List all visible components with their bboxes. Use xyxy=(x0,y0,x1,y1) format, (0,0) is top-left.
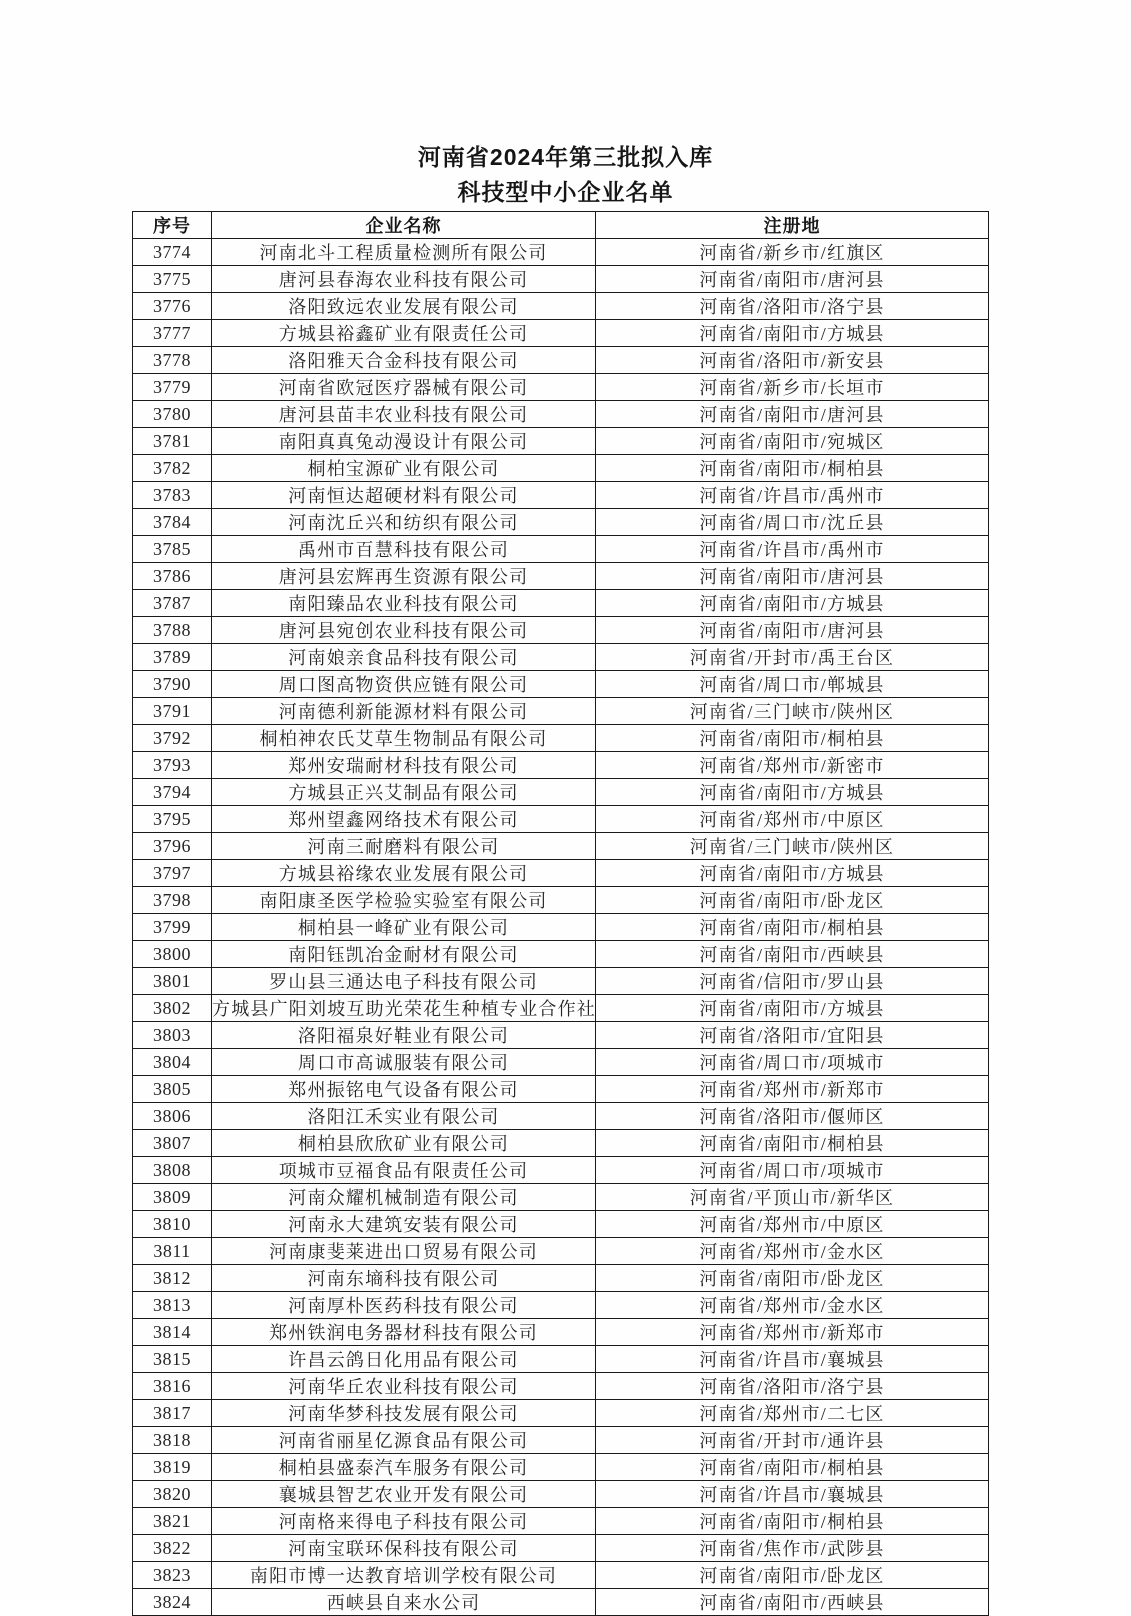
row-number-cell: 3814 xyxy=(133,1319,212,1346)
page-title-line2: 科技型中小企业名单 xyxy=(457,179,674,205)
table-row xyxy=(133,1508,989,1535)
row-number-cell: 3790 xyxy=(133,671,212,698)
row-number-cell: 3776 xyxy=(133,293,212,320)
table-row xyxy=(133,428,989,455)
table-row xyxy=(133,1373,989,1400)
table-row xyxy=(133,1319,989,1346)
registration-cell: 河南省/新乡市/长垣市 xyxy=(596,374,989,401)
company-name-cell: 桐柏县欣欣矿业有限公司 xyxy=(212,1130,596,1157)
row-number-cell: 3792 xyxy=(133,725,212,752)
row-number-cell: 3818 xyxy=(133,1427,212,1454)
table-row xyxy=(133,536,989,563)
table-row xyxy=(133,374,989,401)
row-number-cell: 3791 xyxy=(133,698,212,725)
company-name-cell: 河南省丽星亿源食品有限公司 xyxy=(212,1427,596,1454)
registration-cell: 河南省/南阳市/卧龙区 xyxy=(596,1265,989,1292)
company-name-cell: 桐柏县盛泰汽车服务有限公司 xyxy=(212,1454,596,1481)
table-row xyxy=(133,1346,989,1373)
company-name-cell: 河南康斐莱进出口贸易有限公司 xyxy=(212,1238,596,1265)
registration-cell: 河南省/南阳市/卧龙区 xyxy=(596,887,989,914)
row-number-cell: 3774 xyxy=(133,239,212,266)
registration-cell: 河南省/许昌市/襄城县 xyxy=(596,1346,989,1373)
row-number-cell: 3788 xyxy=(133,617,212,644)
table-header-row xyxy=(133,212,989,239)
company-name-cell: 河南众耀机械制造有限公司 xyxy=(212,1184,596,1211)
company-name-cell: 河南宝联环保科技有限公司 xyxy=(212,1535,596,1562)
table-row xyxy=(133,509,989,536)
company-name-cell: 方城县正兴艾制品有限公司 xyxy=(212,779,596,806)
table-row xyxy=(133,1238,989,1265)
row-number-cell: 3797 xyxy=(133,860,212,887)
company-name-cell: 项城市豆福食品有限责任公司 xyxy=(212,1157,596,1184)
registration-cell: 河南省/许昌市/禹州市 xyxy=(596,482,989,509)
registration-cell: 河南省/南阳市/桐柏县 xyxy=(596,1454,989,1481)
company-name-cell: 河南北斗工程质量检测所有限公司 xyxy=(212,239,596,266)
registration-cell: 河南省/开封市/通许县 xyxy=(596,1427,989,1454)
registration-cell: 河南省/郑州市/新郑市 xyxy=(596,1319,989,1346)
row-number-cell: 3801 xyxy=(133,968,212,995)
company-name-cell: 南阳真真兔动漫设计有限公司 xyxy=(212,428,596,455)
row-number-cell: 3807 xyxy=(133,1130,212,1157)
company-name-cell: 南阳市博一达教育培训学校有限公司 xyxy=(212,1562,596,1589)
company-name-cell: 周口市高诚服装有限公司 xyxy=(212,1049,596,1076)
registration-cell: 河南省/洛阳市/新安县 xyxy=(596,347,989,374)
row-number-cell: 3816 xyxy=(133,1373,212,1400)
table-row xyxy=(133,1076,989,1103)
company-name-cell: 河南东墒科技有限公司 xyxy=(212,1265,596,1292)
table-row xyxy=(133,1400,989,1427)
registration-cell: 河南省/信阳市/罗山县 xyxy=(596,968,989,995)
company-name-cell: 罗山县三通达电子科技有限公司 xyxy=(212,968,596,995)
registration-cell: 河南省/许昌市/禹州市 xyxy=(596,536,989,563)
row-number-cell: 3781 xyxy=(133,428,212,455)
company-name-cell: 洛阳致远农业发展有限公司 xyxy=(212,293,596,320)
row-number-cell: 3821 xyxy=(133,1508,212,1535)
registration-cell: 河南省/南阳市/方城县 xyxy=(596,860,989,887)
table-row xyxy=(133,725,989,752)
row-number-cell: 3789 xyxy=(133,644,212,671)
company-table xyxy=(132,211,989,1616)
table-row xyxy=(133,1022,989,1049)
registration-cell: 河南省/南阳市/桐柏县 xyxy=(596,1508,989,1535)
row-number-cell: 3783 xyxy=(133,482,212,509)
row-number-cell: 3784 xyxy=(133,509,212,536)
table-row xyxy=(133,1562,989,1589)
company-name-cell: 河南厚朴医药科技有限公司 xyxy=(212,1292,596,1319)
registration-cell: 河南省/南阳市/桐柏县 xyxy=(596,725,989,752)
company-name-cell: 洛阳雅天合金科技有限公司 xyxy=(212,347,596,374)
company-name-cell: 唐河县春海农业科技有限公司 xyxy=(212,266,596,293)
table-row xyxy=(133,401,989,428)
registration-cell: 河南省/三门峡市/陕州区 xyxy=(596,698,989,725)
company-name-cell: 南阳臻品农业科技有限公司 xyxy=(212,590,596,617)
registration-cell: 河南省/南阳市/西峡县 xyxy=(596,941,989,968)
registration-cell: 河南省/洛阳市/偃师区 xyxy=(596,1103,989,1130)
registration-cell: 河南省/三门峡市/陕州区 xyxy=(596,833,989,860)
row-number-cell: 3798 xyxy=(133,887,212,914)
registration-cell: 河南省/郑州市/中原区 xyxy=(596,806,989,833)
registration-cell: 河南省/南阳市/唐河县 xyxy=(596,617,989,644)
table-row xyxy=(133,1103,989,1130)
company-name-cell: 方城县裕缘农业发展有限公司 xyxy=(212,860,596,887)
registration-cell: 河南省/周口市/项城市 xyxy=(596,1049,989,1076)
page-title-line1: 河南省2024年第三批拟入库 xyxy=(417,144,714,170)
registration-cell: 河南省/洛阳市/洛宁县 xyxy=(596,293,989,320)
table-row xyxy=(133,1265,989,1292)
table-row xyxy=(133,644,989,671)
registration-cell: 河南省/许昌市/襄城县 xyxy=(596,1481,989,1508)
company-name-cell: 襄城县智艺农业开发有限公司 xyxy=(212,1481,596,1508)
company-name-cell: 方城县广阳刘坡互助光荣花生种植专业合作社 xyxy=(212,995,596,1022)
row-number-cell: 3805 xyxy=(133,1076,212,1103)
table-row xyxy=(133,968,989,995)
company-name-cell: 河南省欧冠医疗器械有限公司 xyxy=(212,374,596,401)
table-body xyxy=(133,239,989,1616)
registration-cell: 河南省/郑州市/二七区 xyxy=(596,1400,989,1427)
row-number-cell: 3796 xyxy=(133,833,212,860)
row-number-cell: 3778 xyxy=(133,347,212,374)
company-name-cell: 桐柏县一峰矿业有限公司 xyxy=(212,914,596,941)
table-row xyxy=(133,914,989,941)
registration-cell: 河南省/南阳市/桐柏县 xyxy=(596,455,989,482)
row-number-cell: 3777 xyxy=(133,320,212,347)
company-name-cell: 洛阳江禾实业有限公司 xyxy=(212,1103,596,1130)
header-registration-place: 注册地 xyxy=(596,212,989,239)
row-number-cell: 3782 xyxy=(133,455,212,482)
company-name-cell: 唐河县宏辉再生资源有限公司 xyxy=(212,563,596,590)
table-row xyxy=(133,347,989,374)
registration-cell: 河南省/新乡市/红旗区 xyxy=(596,239,989,266)
company-name-cell: 郑州望鑫网络技术有限公司 xyxy=(212,806,596,833)
row-number-cell: 3817 xyxy=(133,1400,212,1427)
registration-cell: 河南省/开封市/禹王台区 xyxy=(596,644,989,671)
company-name-cell: 禹州市百慧科技有限公司 xyxy=(212,536,596,563)
company-name-cell: 河南德利新能源材料有限公司 xyxy=(212,698,596,725)
table-row xyxy=(133,1184,989,1211)
company-name-cell: 河南华丘农业科技有限公司 xyxy=(212,1373,596,1400)
row-number-cell: 3802 xyxy=(133,995,212,1022)
row-number-cell: 3806 xyxy=(133,1103,212,1130)
row-number-cell: 3811 xyxy=(133,1238,212,1265)
table-row xyxy=(133,1211,989,1238)
registration-cell: 河南省/周口市/郸城县 xyxy=(596,671,989,698)
row-number-cell: 3780 xyxy=(133,401,212,428)
table-row xyxy=(133,563,989,590)
table-row xyxy=(133,293,989,320)
table-row xyxy=(133,320,989,347)
table-row xyxy=(133,887,989,914)
table-row xyxy=(133,1157,989,1184)
company-name-cell: 郑州安瑞耐材科技有限公司 xyxy=(212,752,596,779)
row-number-cell: 3804 xyxy=(133,1049,212,1076)
row-number-cell: 3795 xyxy=(133,806,212,833)
company-name-cell: 洛阳福泉好鞋业有限公司 xyxy=(212,1022,596,1049)
table-row xyxy=(133,1454,989,1481)
table-row xyxy=(133,1481,989,1508)
company-name-cell: 河南永大建筑安装有限公司 xyxy=(212,1211,596,1238)
company-name-cell: 南阳钰凯冶金耐材有限公司 xyxy=(212,941,596,968)
row-number-cell: 3785 xyxy=(133,536,212,563)
registration-cell: 河南省/南阳市/宛城区 xyxy=(596,428,989,455)
registration-cell: 河南省/周口市/沈丘县 xyxy=(596,509,989,536)
company-name-cell: 方城县裕鑫矿业有限责任公司 xyxy=(212,320,596,347)
company-name-cell: 河南沈丘兴和纺织有限公司 xyxy=(212,509,596,536)
company-name-cell: 河南格来得电子科技有限公司 xyxy=(212,1508,596,1535)
company-name-cell: 郑州振铭电气设备有限公司 xyxy=(212,1076,596,1103)
registration-cell: 河南省/南阳市/桐柏县 xyxy=(596,1130,989,1157)
table-row xyxy=(133,1130,989,1157)
table-row xyxy=(133,1292,989,1319)
company-name-cell: 唐河县宛创农业科技有限公司 xyxy=(212,617,596,644)
row-number-cell: 3793 xyxy=(133,752,212,779)
company-name-cell: 许昌云鸽日化用品有限公司 xyxy=(212,1346,596,1373)
table-row xyxy=(133,1535,989,1562)
registration-cell: 河南省/南阳市/方城县 xyxy=(596,779,989,806)
registration-cell: 河南省/郑州市/中原区 xyxy=(596,1211,989,1238)
row-number-cell: 3799 xyxy=(133,914,212,941)
row-number-cell: 3812 xyxy=(133,1265,212,1292)
registration-cell: 河南省/南阳市/桐柏县 xyxy=(596,914,989,941)
registration-cell: 河南省/洛阳市/宜阳县 xyxy=(596,1022,989,1049)
company-name-cell: 河南恒达超硬材料有限公司 xyxy=(212,482,596,509)
company-name-cell: 河南华梦科技发展有限公司 xyxy=(212,1400,596,1427)
registration-cell: 河南省/周口市/项城市 xyxy=(596,1157,989,1184)
table-row xyxy=(133,239,989,266)
row-number-cell: 3820 xyxy=(133,1481,212,1508)
table-row xyxy=(133,1589,989,1616)
table-row xyxy=(133,995,989,1022)
row-number-cell: 3809 xyxy=(133,1184,212,1211)
company-name-cell: 河南三耐磨料有限公司 xyxy=(212,833,596,860)
row-number-cell: 3810 xyxy=(133,1211,212,1238)
company-name-cell: 河南娘亲食品科技有限公司 xyxy=(212,644,596,671)
row-number-cell: 3786 xyxy=(133,563,212,590)
row-number-cell: 3779 xyxy=(133,374,212,401)
registration-cell: 河南省/焦作市/武陟县 xyxy=(596,1535,989,1562)
table-row xyxy=(133,671,989,698)
registration-cell: 河南省/南阳市/唐河县 xyxy=(596,563,989,590)
table-row xyxy=(133,590,989,617)
registration-cell: 河南省/南阳市/方城县 xyxy=(596,320,989,347)
header-serial-number: 序号 xyxy=(133,212,212,239)
registration-cell: 河南省/南阳市/唐河县 xyxy=(596,266,989,293)
registration-cell: 河南省/郑州市/新密市 xyxy=(596,752,989,779)
company-name-cell: 桐柏宝源矿业有限公司 xyxy=(212,455,596,482)
row-number-cell: 3815 xyxy=(133,1346,212,1373)
company-name-cell: 桐柏神农氏艾草生物制品有限公司 xyxy=(212,725,596,752)
row-number-cell: 3813 xyxy=(133,1292,212,1319)
table-row xyxy=(133,266,989,293)
company-name-cell: 郑州铁润电务器材科技有限公司 xyxy=(212,1319,596,1346)
row-number-cell: 3787 xyxy=(133,590,212,617)
registration-cell: 河南省/南阳市/方城县 xyxy=(596,995,989,1022)
row-number-cell: 3808 xyxy=(133,1157,212,1184)
row-number-cell: 3775 xyxy=(133,266,212,293)
table-row xyxy=(133,698,989,725)
registration-cell: 河南省/平顶山市/新华区 xyxy=(596,1184,989,1211)
row-number-cell: 3794 xyxy=(133,779,212,806)
row-number-cell: 3822 xyxy=(133,1535,212,1562)
registration-cell: 河南省/南阳市/唐河县 xyxy=(596,401,989,428)
table-row xyxy=(133,1427,989,1454)
company-name-cell: 西峡县自来水公司 xyxy=(212,1589,596,1616)
company-name-cell: 周口图高物资供应链有限公司 xyxy=(212,671,596,698)
registration-cell: 河南省/洛阳市/洛宁县 xyxy=(596,1373,989,1400)
table-row xyxy=(133,941,989,968)
registration-cell: 河南省/郑州市/金水区 xyxy=(596,1238,989,1265)
company-name-cell: 南阳康圣医学检验实验室有限公司 xyxy=(212,887,596,914)
table-row xyxy=(133,1049,989,1076)
table-row xyxy=(133,617,989,644)
row-number-cell: 3819 xyxy=(133,1454,212,1481)
row-number-cell: 3823 xyxy=(133,1562,212,1589)
company-name-cell: 唐河县苗丰农业科技有限公司 xyxy=(212,401,596,428)
table-row xyxy=(133,482,989,509)
registration-cell: 河南省/南阳市/西峡县 xyxy=(596,1589,989,1616)
table-row xyxy=(133,779,989,806)
page-title xyxy=(0,0,1131,210)
table-row xyxy=(133,455,989,482)
header-company-name: 企业名称 xyxy=(212,212,596,239)
row-number-cell: 3824 xyxy=(133,1589,212,1616)
row-number-cell: 3800 xyxy=(133,941,212,968)
table-row xyxy=(133,752,989,779)
table-row xyxy=(133,860,989,887)
registration-cell: 河南省/南阳市/卧龙区 xyxy=(596,1562,989,1589)
registration-cell: 河南省/郑州市/金水区 xyxy=(596,1292,989,1319)
registration-cell: 河南省/南阳市/方城县 xyxy=(596,590,989,617)
table-row xyxy=(133,806,989,833)
table-row xyxy=(133,833,989,860)
row-number-cell: 3803 xyxy=(133,1022,212,1049)
registration-cell: 河南省/郑州市/新郑市 xyxy=(596,1076,989,1103)
